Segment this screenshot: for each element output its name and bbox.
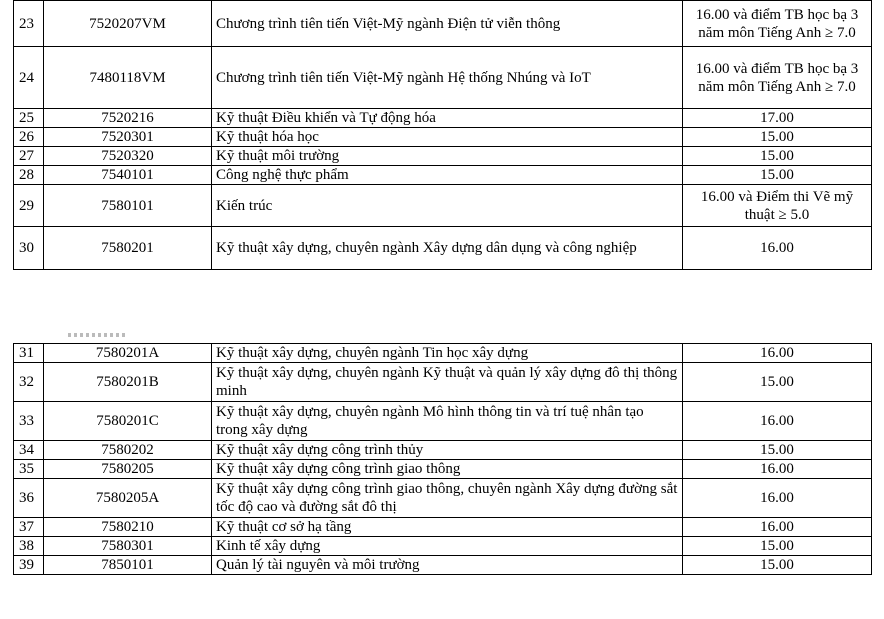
program-name: Quản lý tài nguyên và môi trường xyxy=(212,556,683,575)
program-code: 7580201A xyxy=(44,344,212,363)
admission-score: 15.00 xyxy=(683,441,872,460)
table-row xyxy=(14,128,872,147)
program-code: 7520320 xyxy=(44,147,212,166)
program-name: Kỹ thuật xây dựng, chuyên ngành Tin học xây dựng xyxy=(212,344,683,363)
program-name: Kỹ thuật xây dựng, chuyên ngành Xây dựng dân dụng và công nghiệp xyxy=(212,227,683,270)
program-name: Chương trình tiên tiến Việt-Mỹ ngành Hệ thống Nhúng và IoT xyxy=(212,47,683,109)
program-code: 7520216 xyxy=(44,109,212,128)
row-number: 29 xyxy=(14,185,44,227)
program-code: 7580201C xyxy=(44,402,212,441)
row-number: 24 xyxy=(14,47,44,109)
table-row xyxy=(14,47,872,109)
row-number: 33 xyxy=(14,402,44,441)
admission-score: 16.00 và điểm TB học bạ 3 năm môn Tiếng Anh ≥ 7.0 xyxy=(683,1,872,47)
admission-table-part-2 xyxy=(13,343,872,575)
row-number: 28 xyxy=(14,166,44,185)
program-name: Chương trình tiên tiến Việt-Mỹ ngành Điện tử viễn thông xyxy=(212,1,683,47)
program-code: 7580205 xyxy=(44,460,212,479)
program-code: 7580301 xyxy=(44,537,212,556)
program-code: 7580205A xyxy=(44,479,212,518)
row-number: 39 xyxy=(14,556,44,575)
table-row xyxy=(14,402,872,441)
program-code: 7580201 xyxy=(44,227,212,270)
program-code: 7580201B xyxy=(44,363,212,402)
admission-score: 17.00 xyxy=(683,109,872,128)
row-number: 25 xyxy=(14,109,44,128)
program-name: Kỹ thuật xây dựng, chuyên ngành Mô hình thông tin và trí tuệ nhân tạo trong xây dựng xyxy=(212,402,683,441)
row-number: 30 xyxy=(14,227,44,270)
program-code: 7580210 xyxy=(44,518,212,537)
admission-score: 16.00 xyxy=(683,344,872,363)
admission-score: 16.00 xyxy=(683,518,872,537)
admission-score: 16.00 xyxy=(683,460,872,479)
admission-score: 15.00 xyxy=(683,363,872,402)
admission-score: 15.00 xyxy=(683,128,872,147)
table-row xyxy=(14,344,872,363)
table-row xyxy=(14,1,872,47)
row-number: 38 xyxy=(14,537,44,556)
row-number: 26 xyxy=(14,128,44,147)
admission-score: 15.00 xyxy=(683,166,872,185)
row-number: 27 xyxy=(14,147,44,166)
program-name: Kỹ thuật cơ sở hạ tầng xyxy=(212,518,683,537)
table-row xyxy=(14,185,872,227)
program-code: 7580202 xyxy=(44,441,212,460)
admission-score: 16.00 và điểm TB học bạ 3 năm môn Tiếng Anh ≥ 7.0 xyxy=(683,47,872,109)
row-number: 35 xyxy=(14,460,44,479)
admission-table-part-1 xyxy=(13,0,872,270)
table-row xyxy=(14,147,872,166)
program-name: Kỹ thuật xây dựng công trình giao thông xyxy=(212,460,683,479)
program-code: 7540101 xyxy=(44,166,212,185)
program-name: Kỹ thuật xây dựng công trình thủy xyxy=(212,441,683,460)
program-name: Kiến trúc xyxy=(212,185,683,227)
row-number: 23 xyxy=(14,1,44,47)
table-row xyxy=(14,537,872,556)
table-row xyxy=(14,363,872,402)
table-row xyxy=(14,109,872,128)
program-name: Kinh tế xây dựng xyxy=(212,537,683,556)
table-row xyxy=(14,227,872,270)
admission-score: 16.00 và Điểm thi Vẽ mỹ thuật ≥ 5.0 xyxy=(683,185,872,227)
row-number: 32 xyxy=(14,363,44,402)
page-break-marker xyxy=(68,333,128,337)
table-row xyxy=(14,441,872,460)
admission-score: 15.00 xyxy=(683,147,872,166)
program-name: Kỹ thuật Điều khiển và Tự động hóa xyxy=(212,109,683,128)
row-number: 36 xyxy=(14,479,44,518)
program-code: 7520207VM xyxy=(44,1,212,47)
admission-score: 16.00 xyxy=(683,402,872,441)
program-code: 7580101 xyxy=(44,185,212,227)
table-row xyxy=(14,479,872,518)
table-row xyxy=(14,556,872,575)
program-name: Công nghệ thực phẩm xyxy=(212,166,683,185)
admission-score: 16.00 xyxy=(683,479,872,518)
table-row xyxy=(14,518,872,537)
program-name: Kỹ thuật xây dựng công trình giao thông, chuyên ngành Xây dựng đường sắt tốc độ cao và đường sắt đô thị xyxy=(212,479,683,518)
row-number: 31 xyxy=(14,344,44,363)
admission-score: 16.00 xyxy=(683,227,872,270)
table-row xyxy=(14,166,872,185)
program-name: Kỹ thuật xây dựng, chuyên ngành Kỹ thuật và quản lý xây dựng đô thị thông minh xyxy=(212,363,683,402)
row-number: 34 xyxy=(14,441,44,460)
program-code: 7520301 xyxy=(44,128,212,147)
admission-score: 15.00 xyxy=(683,537,872,556)
admission-score: 15.00 xyxy=(683,556,872,575)
table-row xyxy=(14,460,872,479)
program-code: 7850101 xyxy=(44,556,212,575)
program-name: Kỹ thuật môi trường xyxy=(212,147,683,166)
row-number: 37 xyxy=(14,518,44,537)
program-name: Kỹ thuật hóa học xyxy=(212,128,683,147)
program-code: 7480118VM xyxy=(44,47,212,109)
